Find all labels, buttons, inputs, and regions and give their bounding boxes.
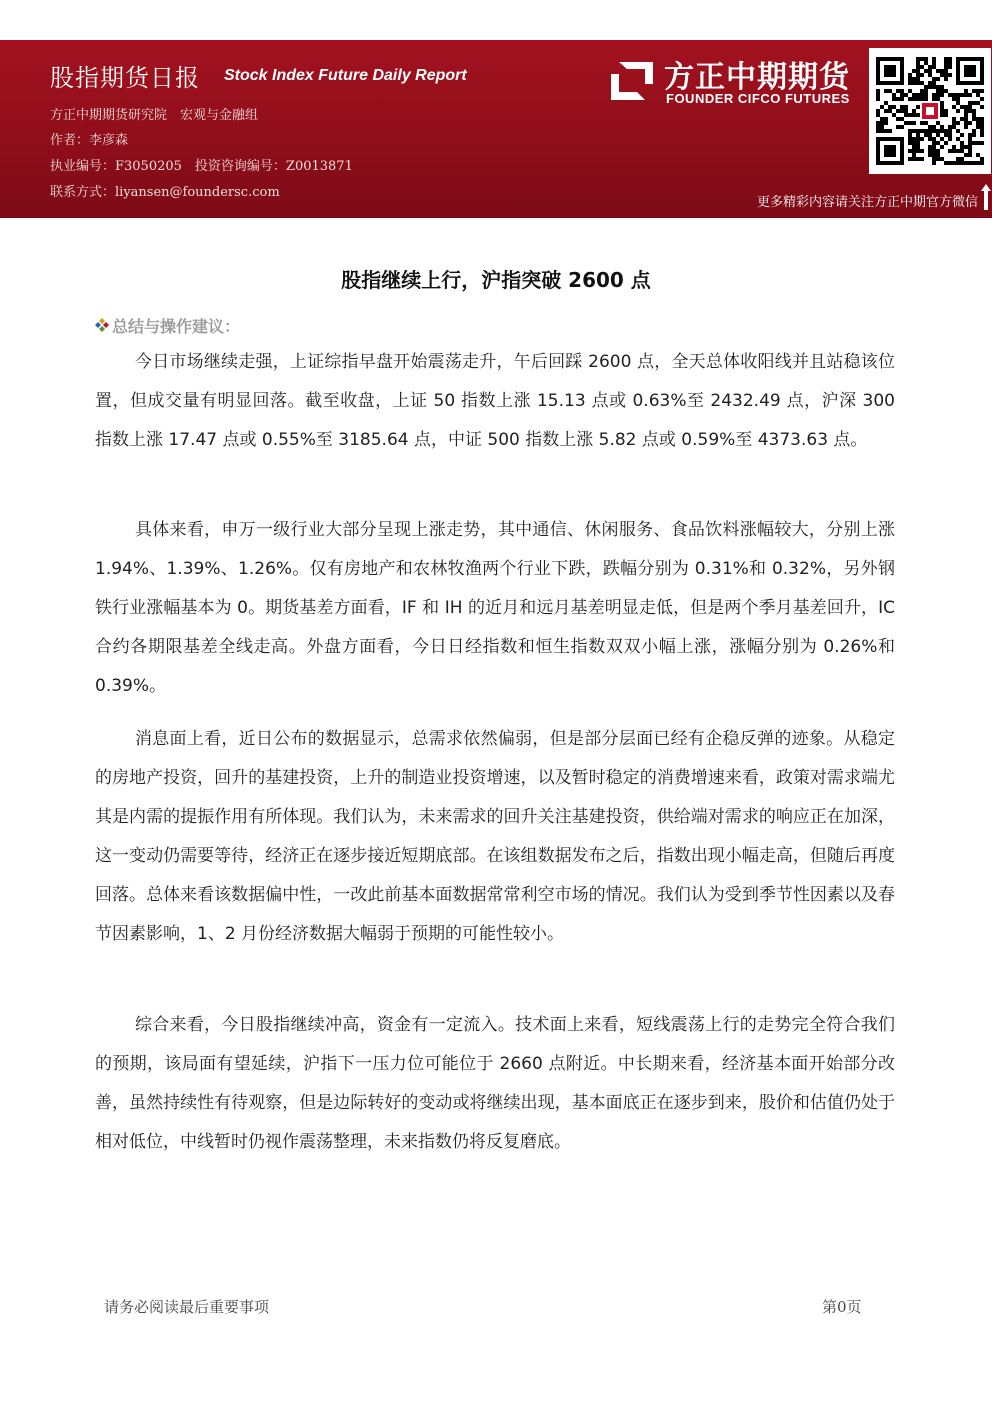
qr-module [936, 121, 940, 125]
qr-module [932, 93, 936, 97]
qr-module [936, 93, 940, 97]
qr-module [964, 161, 968, 165]
qr-module [948, 65, 952, 69]
qr-module [980, 141, 984, 145]
qr-module [916, 77, 920, 81]
qr-module [968, 93, 972, 97]
report-header [0, 40, 992, 218]
qr-module [908, 97, 912, 101]
qr-module [972, 161, 976, 165]
institute-line: 方正中期期货研究院 宏观与金融组 [50, 108, 259, 123]
qr-module [948, 161, 952, 165]
qr-module [904, 105, 908, 109]
qr-module [904, 93, 908, 97]
qr-module [876, 89, 880, 93]
qr-module [956, 161, 960, 165]
qr-module [928, 81, 932, 85]
qr-module [876, 97, 880, 101]
qr-module [960, 117, 964, 121]
qr-module [952, 149, 956, 153]
qr-module [952, 121, 956, 125]
qr-module [888, 89, 892, 93]
qr-module [916, 61, 920, 65]
qr-module [948, 93, 952, 97]
qr-module [968, 105, 972, 109]
qr-module [976, 125, 980, 129]
qr-module [928, 133, 932, 137]
qr-module [896, 89, 900, 93]
qr-module [908, 121, 912, 125]
section-heading [94, 314, 240, 337]
qr-module [944, 57, 948, 61]
qr-module [936, 153, 940, 157]
qr-module [920, 81, 924, 85]
qr-module [968, 101, 972, 105]
qr-module [916, 81, 920, 85]
qr-module [980, 121, 984, 125]
qr-module [924, 97, 928, 101]
qr-module [880, 129, 884, 133]
qr-module [884, 109, 888, 113]
qr-module [960, 161, 964, 165]
qr-module [948, 149, 952, 153]
qr-module [916, 157, 920, 161]
qr-module [952, 97, 956, 101]
qr-module [980, 129, 984, 133]
qr-module [964, 145, 968, 149]
qr-module [920, 73, 924, 77]
qr-module [944, 69, 948, 73]
qr-module [952, 145, 956, 149]
qr-module [976, 93, 980, 97]
qr-module [960, 149, 964, 153]
qr-module [916, 113, 920, 117]
up-arrow-icon [981, 184, 991, 210]
qr-module [892, 113, 896, 117]
qr-module [956, 109, 960, 113]
qr-module [980, 89, 984, 93]
qr-module [920, 157, 924, 161]
qr-module [964, 109, 968, 113]
qr-module [956, 149, 960, 153]
qr-module [912, 77, 916, 81]
qr-module [948, 129, 952, 133]
qr-module [956, 93, 960, 97]
qr-module [916, 97, 920, 101]
qr-module [936, 77, 940, 81]
qr-module [944, 109, 948, 113]
qr-module [948, 61, 952, 65]
founder-logo-icon [609, 58, 657, 102]
qr-module [928, 69, 932, 73]
qr-module [968, 141, 972, 145]
qr-module [956, 157, 960, 161]
brand-name-cn: 方正中期期货 [664, 60, 850, 95]
footer-disclaimer-note: 请务必阅读最后重要事项 [104, 1298, 270, 1316]
qr-module [932, 161, 936, 165]
qr-module [880, 125, 884, 129]
qr-module [940, 113, 944, 117]
qr-module [944, 89, 948, 93]
qr-module [980, 161, 984, 165]
qr-module [900, 109, 904, 113]
qr-module [888, 109, 892, 113]
qr-module [920, 57, 924, 61]
qr-module [900, 97, 904, 101]
qr-module [928, 85, 932, 89]
qr-module [968, 161, 972, 165]
qr-module [884, 129, 888, 133]
qr-module [928, 137, 932, 141]
qr-module [908, 73, 912, 77]
qr-module [904, 121, 908, 125]
qr-module [940, 69, 944, 73]
summary-paragraph-3: 消息面上看，近日公布的数据显示，总需求依然偏弱，但是部分层面已经有企稳反弹的迹象。从稳定的房地产投资，回升的基建投资，上升的制造业投资增速，以及暂时稳定的消费增速来看，政策对需求端尤其是内需的提振作用有所体现。我们认为，未来需求的回升关注基建投资，供给端对需求的响应正在加深，这一变动仍需要等待，经济正在逐步接近短期底部。在该组数据发布之后，指数出现小幅走高，但随后再度回落。总体来看该数据偏中性，一改此前基本面数据常常利空市场的情况。我们认为受到季节性因素以及春节因素影响，1、2 月份经济数据大幅弱于预期的可能性较小。 [95, 729, 895, 944]
qr-module [968, 153, 972, 157]
qr-module [948, 137, 952, 141]
qr-module [920, 129, 924, 133]
qr-module [932, 65, 936, 69]
qr-module [976, 141, 980, 145]
qr-module [944, 129, 948, 133]
qr-module [876, 129, 880, 133]
qr-module [908, 113, 912, 117]
qr-module [928, 129, 932, 133]
qr-module [960, 145, 964, 149]
qr-module [932, 125, 936, 129]
qr-module [976, 89, 980, 93]
qr-module [900, 125, 904, 129]
qr-module [936, 149, 940, 153]
qr-module [956, 97, 960, 101]
qr-module [920, 89, 924, 93]
qr-module [900, 105, 904, 109]
qr-module [916, 69, 920, 73]
summary-paragraph-1: 今日市场继续走强，上证综指早盘开始震荡走升，午后回踩 2600 点，全天总体收阳线并且站稳该位置，但成交量有明显回落。截至收盘，上证 50 指数上涨 15.13 点或 0.63%至 2432.49 点，沪深 300 指数上涨 17.47 点或 0.55%至 3185.64 点，中证 500 指数上涨 5.82 点或 0.59%至 4373.63 点。 [95, 352, 895, 450]
qr-module [940, 101, 944, 105]
qr-module [980, 97, 984, 101]
qr-module [944, 61, 948, 65]
qr-module [976, 121, 980, 125]
qr-module [900, 93, 904, 97]
qr-module [928, 149, 932, 153]
qr-module [944, 73, 948, 77]
section-heading-label: 总结与操作建议： [112, 317, 241, 336]
qr-module [912, 149, 916, 153]
qr-module [968, 145, 972, 149]
qr-module [908, 129, 912, 133]
qr-module [932, 141, 936, 145]
qr-module [944, 133, 948, 137]
qr-module [932, 157, 936, 161]
qr-module [948, 125, 952, 129]
qr-module [912, 113, 916, 117]
qr-module [956, 121, 960, 125]
qr-module [952, 125, 956, 129]
qr-module [940, 145, 944, 149]
qr-module [924, 85, 928, 89]
qr-module [912, 157, 916, 161]
qr-module [980, 105, 984, 109]
qr-module [892, 105, 896, 109]
follow-wechat-text: 更多精彩内容请关注方正中期官方微信 [756, 195, 978, 210]
qr-module [928, 145, 932, 149]
qr-module [956, 101, 960, 105]
qr-module [876, 109, 880, 113]
qr-module [964, 125, 968, 129]
qr-module [964, 113, 968, 117]
qr-code-icon [869, 48, 991, 174]
qr-module [908, 133, 912, 137]
qr-module [940, 89, 944, 93]
qr-module [924, 57, 928, 61]
qr-module [936, 141, 940, 145]
qr-module [940, 125, 944, 129]
qr-module [948, 133, 952, 137]
qr-module [956, 137, 960, 141]
qr-module [940, 137, 944, 141]
qr-module [940, 85, 944, 89]
qr-module [936, 85, 940, 89]
qr-module [972, 109, 976, 113]
report-series-title: 股指期货日报 [50, 64, 200, 92]
qr-module [888, 105, 892, 109]
qr-module [916, 129, 920, 133]
qr-module [960, 141, 964, 145]
qr-module [964, 117, 968, 121]
diamond-bullet-icon [94, 317, 110, 333]
qr-module [944, 65, 948, 69]
qr-module [932, 137, 936, 141]
qr-module [908, 141, 912, 145]
qr-module [928, 153, 932, 157]
summary-paragraph-2: 具体来看，申万一级行业大部分呈现上涨走势，其中通信、休闲服务、食品饮料涨幅较大，分别上涨 1.94%、1.39%、1.26%。仅有房地产和农林牧渔两个行业下跌，跌幅分别为 0.31%和 0.32%，另外钢铁行业涨幅基本为 0。期货基差方面看，IF 和 IH 的近月和远月基差明显走低，但是两个季月基差回升，IC 合约各期限基差全线走高。外盘方面看，今日日经指数和恒生指数双双小幅上涨，涨幅分别为 0.26%和 0.39%。 [95, 520, 895, 696]
qr-module [880, 105, 884, 109]
qr-module [968, 121, 972, 125]
qr-module [976, 153, 980, 157]
qr-module [952, 93, 956, 97]
qr-module [916, 93, 920, 97]
qr-module [944, 161, 948, 165]
qr-module [920, 93, 924, 97]
qr-module [892, 97, 896, 101]
qr-module [912, 81, 916, 85]
qr-module [972, 101, 976, 105]
qr-module [896, 125, 900, 129]
qr-module [968, 133, 972, 137]
qr-module [932, 153, 936, 157]
qr-module [912, 141, 916, 145]
qr-module [884, 89, 888, 93]
qr-module [944, 77, 948, 81]
qr-module [940, 157, 944, 161]
qr-module [896, 109, 900, 113]
qr-module [940, 105, 944, 109]
qr-module [924, 69, 928, 73]
qr-module [884, 121, 888, 125]
qr-module [876, 113, 880, 117]
qr-module [916, 73, 920, 77]
qr-module [960, 133, 964, 137]
qr-module [960, 157, 964, 161]
qr-module [924, 89, 928, 93]
qr-module [928, 65, 932, 69]
author-line: 作者：李彦森 [50, 133, 129, 148]
qr-module [900, 89, 904, 93]
qr-module [952, 161, 956, 165]
qr-module [884, 101, 888, 105]
qr-module [912, 109, 916, 113]
qr-module [908, 77, 912, 81]
qr-module [916, 145, 920, 149]
qr-module [888, 129, 892, 133]
qr-module [876, 93, 880, 97]
qr-module [924, 61, 928, 65]
qr-module [932, 85, 936, 89]
qr-module [968, 149, 972, 153]
qr-module [976, 101, 980, 105]
qr-module [980, 157, 984, 161]
qr-module [972, 113, 976, 117]
qr-module [924, 129, 928, 133]
qr-module [936, 69, 940, 73]
qr-module [940, 73, 944, 77]
report-series-subtitle: Stock Index Future Daily Report [224, 67, 467, 84]
qr-module [920, 149, 924, 153]
qr-module [976, 117, 980, 121]
qr-module [932, 77, 936, 81]
qr-module [936, 129, 940, 133]
qr-module [924, 121, 928, 125]
qr-module [892, 93, 896, 97]
qr-module [904, 113, 908, 117]
summary-paragraph-4: 综合来看，今日股指继续冲高，资金有一定流入。技术面上来看，短线震荡上行的走势完全符合我们的预期，该局面有望延续，沪指下一压力位可能位于 2660 点附近。中长期来看，经济基本面开始部分改善，虽然持续性有待观察，但是边际转好的变动或将继续出现，基本面底正在逐步到来，股价和估值仍处于相对低位，中线暂时仍视作震荡整理，未来指数仍将反复磨底。 [95, 1015, 895, 1152]
qr-module [912, 145, 916, 149]
qr-module [968, 137, 972, 141]
contact-line[interactable]: 联系方式：liyansen@foundersc.com [50, 185, 280, 200]
qr-module [896, 97, 900, 101]
qr-module [916, 57, 920, 61]
qr-module [924, 133, 928, 137]
qr-module [896, 117, 900, 121]
qr-module [924, 93, 928, 97]
qr-module [876, 121, 880, 125]
qr-module [980, 125, 984, 129]
qr-module [964, 153, 968, 157]
report-title: 股指继续上行，沪指突破 2600 点 [341, 268, 651, 292]
qr-module [916, 137, 920, 141]
qr-module [944, 113, 948, 117]
qr-module [960, 105, 964, 109]
qr-module [932, 61, 936, 65]
qr-module [908, 157, 912, 161]
qr-module [908, 89, 912, 93]
qr-module [964, 89, 968, 93]
qr-module [972, 133, 976, 137]
qr-module [912, 153, 916, 157]
qr-module [960, 93, 964, 97]
qr-module [912, 97, 916, 101]
qr-module [972, 129, 976, 133]
qr-module [936, 157, 940, 161]
qr-module [916, 105, 920, 109]
qr-module [916, 149, 920, 153]
qr-module [972, 141, 976, 145]
qr-module [920, 137, 924, 141]
qr-module [956, 129, 960, 133]
qr-module [916, 65, 920, 69]
qr-module [944, 141, 948, 145]
qr-module [912, 93, 916, 97]
qr-module [936, 89, 940, 93]
qr-module [964, 121, 968, 125]
qr-module [932, 57, 936, 61]
qr-module [928, 73, 932, 77]
qr-module [932, 97, 936, 101]
qr-module [952, 105, 956, 109]
qr-module [972, 117, 976, 121]
qr-module [948, 57, 952, 61]
qr-module [972, 89, 976, 93]
qr-module [904, 109, 908, 113]
qr-module [928, 125, 932, 129]
qr-module [976, 161, 980, 165]
qr-module [908, 137, 912, 141]
qr-module [980, 117, 984, 121]
qr-module [880, 121, 884, 125]
page-number: 第0页 [822, 1298, 862, 1316]
qr-module [932, 145, 936, 149]
brand-name-en: FOUNDER CIFCO FUTURES [666, 91, 850, 106]
qr-module [964, 93, 968, 97]
qr-module [920, 121, 924, 125]
qr-module [940, 93, 944, 97]
qr-module [932, 81, 936, 85]
qr-module [908, 81, 912, 85]
qr-module [900, 117, 904, 121]
qr-module [880, 117, 884, 121]
qr-module [940, 109, 944, 113]
qr-module [964, 105, 968, 109]
qr-module [980, 133, 984, 137]
qr-module [876, 125, 880, 129]
qr-module [912, 121, 916, 125]
qr-module [912, 69, 916, 73]
qr-module [968, 109, 972, 113]
qr-module [908, 149, 912, 153]
qr-module [936, 97, 940, 101]
qr-module [936, 133, 940, 137]
qr-module [916, 141, 920, 145]
qr-module [920, 97, 924, 101]
qr-module [932, 129, 936, 133]
qr-module [884, 117, 888, 121]
qr-module [952, 117, 956, 121]
license-line: 执业编号：F3050205 投资咨询编号：Z0013871 [50, 159, 353, 174]
qr-module [920, 65, 924, 69]
qr-module [916, 133, 920, 137]
qr-module [948, 73, 952, 77]
qr-module [940, 129, 944, 133]
qr-module [912, 137, 916, 141]
qr-module [932, 149, 936, 153]
qr-module [912, 129, 916, 133]
